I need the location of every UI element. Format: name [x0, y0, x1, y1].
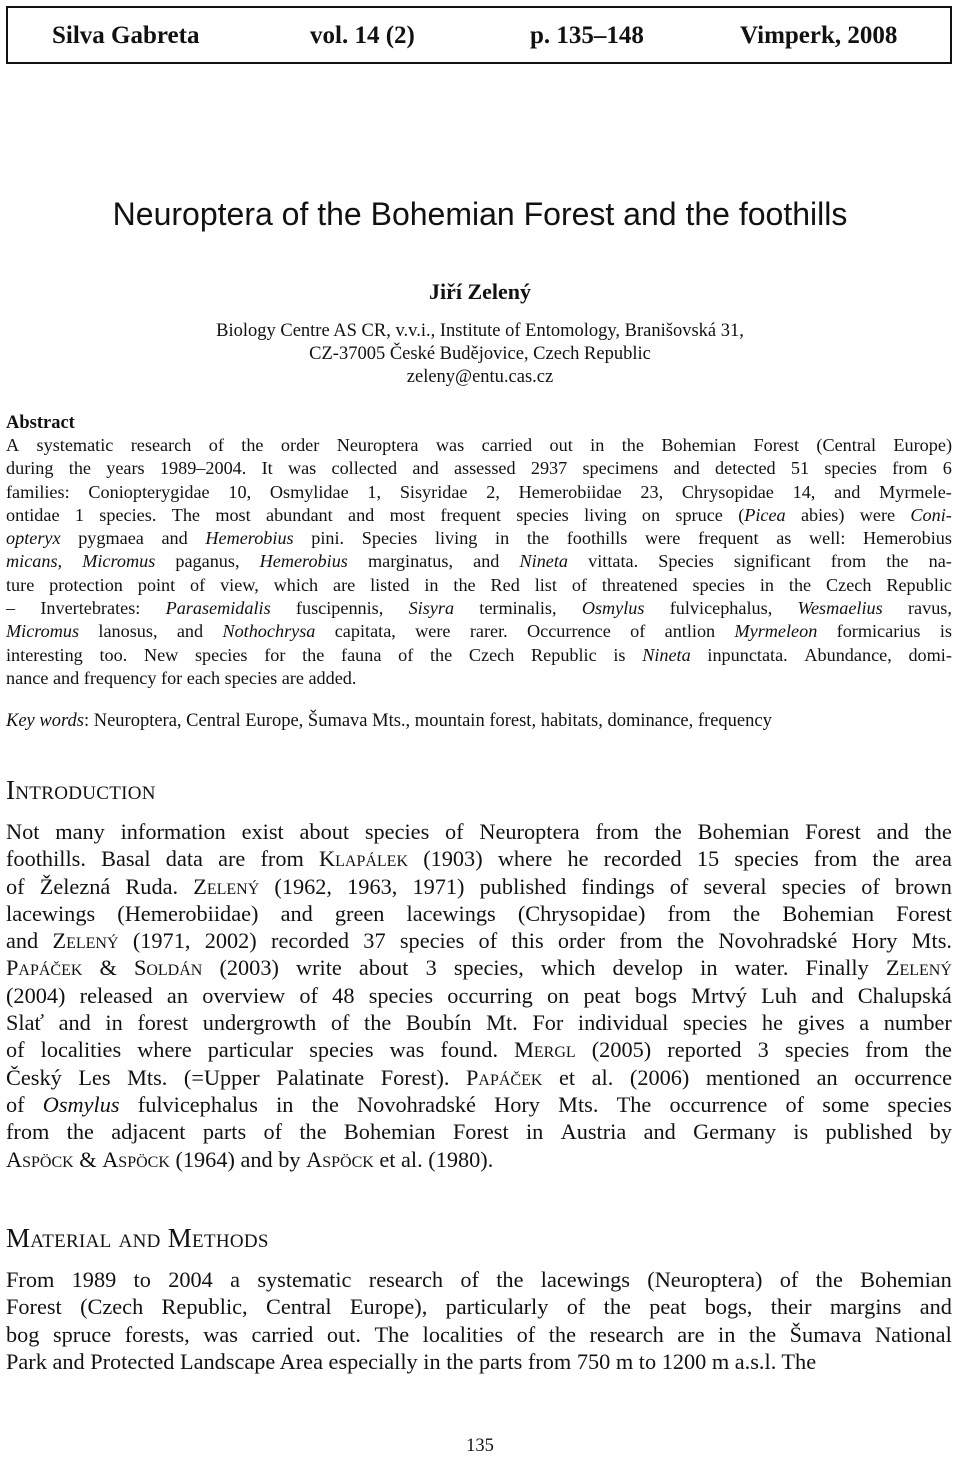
text-line: of Osmylus fulvicephalus in the Novohradské Hory Mts. The occurrence of some species	[6, 1091, 952, 1117]
abstract-heading: Abstract	[6, 413, 75, 433]
text-line: A systematic research of the order Neuroptera was carried out in the Bohemian Forest (Central Europe)	[6, 435, 952, 455]
text-line: of Železná Ruda. Zelený (1962, 1963, 1971) published findings of several species of brown	[6, 873, 952, 899]
text-line: of localities where particular species was found. Mergl (2005) reported 3 species from the	[6, 1037, 952, 1063]
introduction-body	[6, 819, 952, 1174]
text-line: – Invertebrates: Parasemidalis fuscipennis, Sisyra terminalis, Osmylus fulvicephalus, Wesmaelius ravus,	[6, 598, 952, 619]
text-line: Slať and in forest undergrowth of the Boubín Mt. For individual species he gives a number	[6, 1010, 952, 1036]
text-line: Park and Protected Landscape Area especially in the parts from 750 m to 1200 m a.s.l. The	[6, 1348, 817, 1374]
journal-header	[6, 6, 952, 64]
text-line: Český Les Mts. (=Upper Palatinate Forest). Papáček et al. (2006) mentioned an occurrence	[6, 1064, 952, 1090]
text-line: ontidae 1 species. The most abundant and most frequent species living on spruce (Picea abies) were Coni-	[6, 504, 952, 525]
author-name: Jiří Zelený	[428, 279, 532, 304]
text-line: micans, Micromus paganus, Hemerobius marginatus, and Nineta vittata. Species significant from the na-	[6, 551, 952, 572]
methods-heading: Material and Methods	[6, 1223, 269, 1253]
keywords-text: : Neuroptera, Central Europe, Šumava Mts., mountain forest, habitats, dominance, frequency	[83, 711, 772, 731]
text-line: (2004) released an overview of 48 species occurring on peat bogs Mrtvý Luh and Chalupská	[6, 982, 952, 1008]
affiliation-line-2: CZ-37005 České Budějovice, Czech Republic	[309, 344, 651, 364]
text-line: ture protection point of view, which are listed in the Red list of threatened species in the Czech Republic	[6, 574, 952, 595]
journal-pages: p. 135–148	[530, 22, 644, 49]
text-line: opteryx pygmaea and Hemerobius pini. Species living in the foothills were frequent as well: Hemerobius	[6, 528, 952, 549]
text-line: interesting too. New species for the fauna of the Czech Republic is Nineta inpunctata. Abundance, domi-	[6, 644, 952, 665]
keywords-label: Key words	[6, 711, 84, 731]
text-line: From 1989 to 2004 a systematic research of the lacewings (Neuroptera) of the Bohemian	[6, 1267, 952, 1292]
page-number: 135	[466, 1436, 494, 1456]
text-line: foothills. Basal data are from Klapálek (1903) where he recorded 15 species from the area	[6, 846, 952, 872]
journal-name: Silva Gabreta	[52, 22, 200, 49]
text-line: from the adjacent parts of the Bohemian Forest in Austria and Germany is published by	[6, 1119, 952, 1145]
journal-volume: vol. 14 (2)	[310, 22, 415, 49]
text-line: Not many information exist about species of Neuroptera from the Bohemian Forest and the	[6, 819, 952, 844]
text-line: Forest (Czech Republic, Central Europe), particularly of the peat bogs, their margins and	[6, 1294, 952, 1320]
text-line: Aspöck & Aspöck (1964) and by Aspöck et al. (1980).	[6, 1146, 494, 1172]
text-line: nance and frequency for each species are added.	[6, 667, 357, 688]
text-line: Papáček & Soldán (2003) write about 3 species, which develop in water. Finally Zelený	[6, 955, 952, 981]
affiliation-line-1: Biology Centre AS CR, v.v.i., Institute of Entomology, Branišovská 31,	[216, 321, 744, 341]
paper-title: Neuroptera of the Bohemian Forest and the foothills	[112, 196, 848, 232]
introduction-heading: Introduction	[6, 775, 156, 805]
text-line: during the years 1989–2004. It was collected and assessed 2937 specimens and detected 51 species from 6	[6, 458, 952, 479]
text-line: lacewings (Hemerobiidae) and green lacewings (Chrysopidae) from the Bohemian Forest	[6, 900, 952, 926]
abstract-body	[6, 434, 952, 690]
author-email: zeleny@entu.cas.cz	[406, 367, 554, 387]
keywords	[6, 711, 772, 732]
text-line: and Zelený (1971, 2002) recorded 37 species of this order from the Novohradské Hory Mts.	[6, 928, 952, 954]
text-line: families: Coniopterygidae 10, Osmylidae 1, Sisyridae 2, Hemerobiidae 23, Chrysopidae 14, and Myrmele-	[6, 481, 952, 502]
text-line: bog spruce forests, was carried out. The localities of the research are in the Šumava National	[6, 1321, 952, 1347]
methods-body	[6, 1267, 952, 1376]
text-line: Micromus lanosus, and Nothochrysa capitata, were rarer. Occurrence of antlion Myrmeleon formicarius is	[6, 621, 952, 642]
journal-place-year: Vimperk, 2008	[740, 22, 898, 49]
